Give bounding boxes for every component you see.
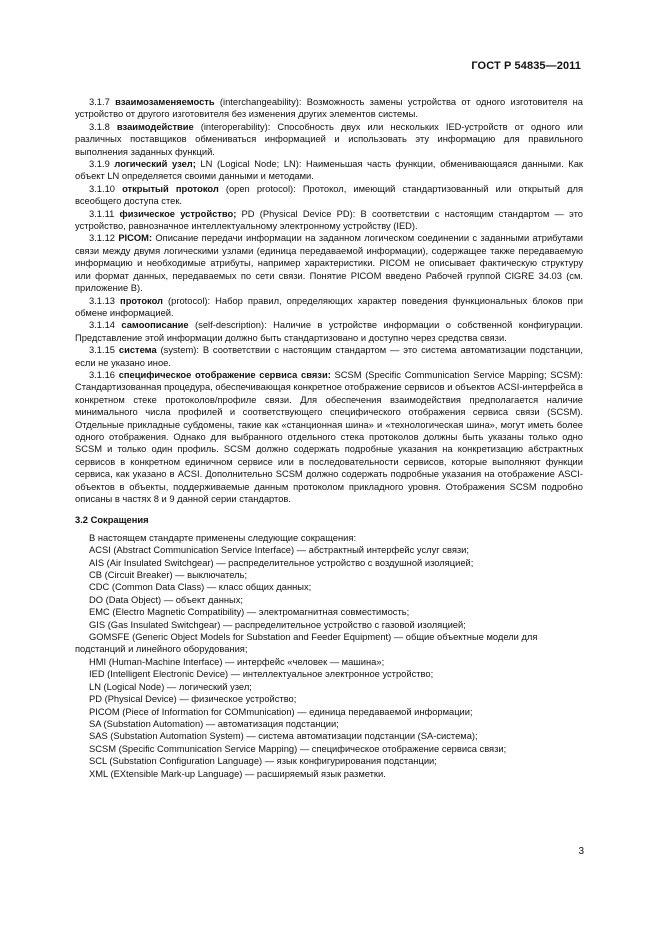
abbreviation-item: SCSM (Specific Communication Service Mapping) — специфическое отображение сервиса связи; [89, 743, 507, 754]
definition-number: 3.1.15 [89, 345, 115, 356]
definition-term: открытый протокол [122, 183, 219, 194]
abbreviation-item: LN (Logical Node) — логический узел; [89, 681, 252, 692]
definition-number: 3.1.9 [89, 159, 110, 170]
definition-number: 3.1.13 [89, 295, 115, 306]
definition-term: взаимодействие [116, 121, 194, 132]
definition-number: 3.1.11 [89, 208, 115, 219]
abbreviation-item: DO (Data Object) — объект данных; [89, 594, 244, 605]
definition-text: SCSM (Specific Communication Service Mapping; SCSM): Стандартизованная процедура, обеспечивающая конкретное отображение сервисов и объектов ACSI-интерфейса в конкретном стеке протоколов/профиле связи. Для обеспечения взаимодействия предполагается наличие минимального числа профилей и соответствующего специфического отображения сервиса связи (SCSM). Отдельные прикладные субдомены, такие как «станционная шина» и «технологическая шина», могут иметь более одного отображения. Однако для выбранного отдельного стека протоколов должны быть указаны только одно SCSM и только один профиль. SCSM должно содержать подробные указания на конкретизацию абстрактных сервисов в конкретном единичном сервисе или в последовательности сервисов, которые выполняют функции сервиса, как указано в ACSI. Дополнительно SCSM должно содержать подробные указания на отображение ASCI-объектов в объекты, поддерживаемые данным протоколом прикладного уровня. Отображения SCSM подробно описаны в частях 8 и 9 данной серии стандартов. [75, 369, 583, 504]
definition-term: самоописание [121, 320, 189, 331]
definition-item [75, 369, 583, 505]
definition-term: логический узел; [114, 159, 196, 170]
abbreviation-item: CB (Circuit Breaker) — выключатель; [89, 570, 248, 581]
definition-term: взаимозаменяемость [115, 97, 215, 107]
abbreviation-item: PICOM (Piece of Information for COMmunication) — единица передаваемой информации; [89, 706, 473, 717]
definition-item [75, 344, 583, 369]
abbreviation-item: ACSI (Abstract Communication Service Interface) — абстрактный интерфейс услуг связи; [89, 545, 469, 556]
definition-number: 3.1.16 [89, 369, 115, 380]
definition-text: (open protocol): Протокол, имеющий стандартизованный или открытый для всеобщего доступа стек. [75, 183, 583, 207]
definition-text: (self-description): Наличие в устройстве информации о собственной конфигурации. Представление этой информации должно быть стандартизовано и доступно через средства связи. [75, 320, 583, 343]
section-intro: В настоящем стандарте применены следующие сокращения: [89, 532, 357, 543]
abbreviation-item: GIS (Gas Insulated Switchgear) — распределительное устройство с газовой изоляцией; [89, 619, 466, 630]
abbreviation-item: CDC (Common Data Class) — класс общих данных; [89, 582, 312, 593]
definition-text: (protocol): Набор правил, определяющих характер поведения функциональных блоков при обмене информацией. [75, 295, 583, 318]
definition-number: 3.1.8 [89, 121, 110, 132]
definition-item [75, 232, 583, 294]
definition-term: протокол [120, 295, 163, 306]
abbreviation-item: GOMSFE (Generic Object Models for Substation and Feeder Equipment) — общие объектные модели для подстанций и линейного оборудования; [75, 632, 538, 655]
definition-text: LN (Logical Node; LN): Наименьшая часть функции, обменивающаяся данными. Как объект LN определяется своими данными и методами. [75, 159, 583, 182]
definition-number: 3.1.7 [89, 97, 110, 107]
page-number: 3 [578, 846, 584, 857]
definition-item [75, 96, 583, 121]
definitions-list [75, 96, 583, 505]
standard-header: ГОСТ Р 54835—2011 [471, 60, 581, 72]
definition-item [75, 319, 583, 344]
definition-term: специфическое отображение сервиса связи: [118, 369, 331, 380]
definition-item [75, 158, 583, 183]
definition-number: 3.1.14 [89, 320, 115, 331]
abbreviation-item: SAS (Substation Automation System) — система автоматизации подстанции (SA-система); [89, 731, 478, 742]
abbreviations-list [75, 544, 583, 780]
definition-number: 3.1.10 [89, 183, 115, 194]
page-content [75, 96, 583, 780]
definition-term: система [118, 345, 157, 356]
definition-number: 3.1.12 [89, 233, 115, 244]
definition-item [75, 295, 583, 320]
definition-text: Описание передачи информации на заданном логическом соединении с заданными атрибутами связи между двумя логическими узлами (единица передаваемой информации), содержащее также передаваемую информацию и необходимые атрибуты, например характеристики. PICOM не описывает фактическую структуру или формат данных, передаваемых по сети связи. Понятие PICOM введено Рабочей группой CIGRE 34.03 (см. приложение В). [75, 233, 583, 294]
abbreviation-item: PD (Physical Device) — физическое устройство; [89, 694, 297, 705]
abbreviation-item: HMI (Human-Machine Interface) — интерфейс «человек — машина»; [89, 656, 385, 667]
abbreviation-item: SCL (Substation Configuration Language) — язык конфигурирования подстанции; [89, 756, 437, 767]
definition-text: (interoperability): Способность двух или нескольких IED-устройств от одного или различных поставщиков обмениваться информацией и использовать эту информацию для правильного выполнения заданных функций. [75, 121, 583, 157]
abbreviation-item: SA (Substation Automation) — автоматизация подстанции; [89, 718, 339, 729]
definition-text: (interchangeability): Возможность замены устройства от одного изготовителя на устройство от другого изготовителя без изменения других элементов системы. [75, 97, 583, 120]
definition-term: физическое устройство; [119, 208, 237, 219]
abbreviation-item: EMC (Electro Magnetic Compatibility) — электромагнитная совместимость; [89, 607, 410, 618]
definition-item [75, 208, 583, 233]
definition-text: PD (Physical Device PD): В соответствии с настоящим стандартом — это устройство, равнозначное интеллектуальному электронному устройству (IED). [75, 208, 583, 232]
abbreviation-item: IED (Intelligent Electronic Device) — интеллектуальное электронное устройство; [89, 669, 434, 680]
definition-item [75, 121, 583, 158]
abbreviation-item: XML (EXtensible Mark-up Language) — расширяемый язык разметки. [89, 768, 386, 779]
definition-term: PICOM: [118, 233, 153, 244]
definition-text: (system): В соответствии с настоящим стандартом — это система автоматизации подстанции, если не указано иное. [75, 345, 583, 368]
section-title: 3.2 Сокращения [75, 515, 149, 526]
definition-item [75, 183, 583, 208]
abbreviation-item: AIS (Air Insulated Switchgear) — распределительное устройство с воздушной изоляцией; [89, 557, 474, 568]
